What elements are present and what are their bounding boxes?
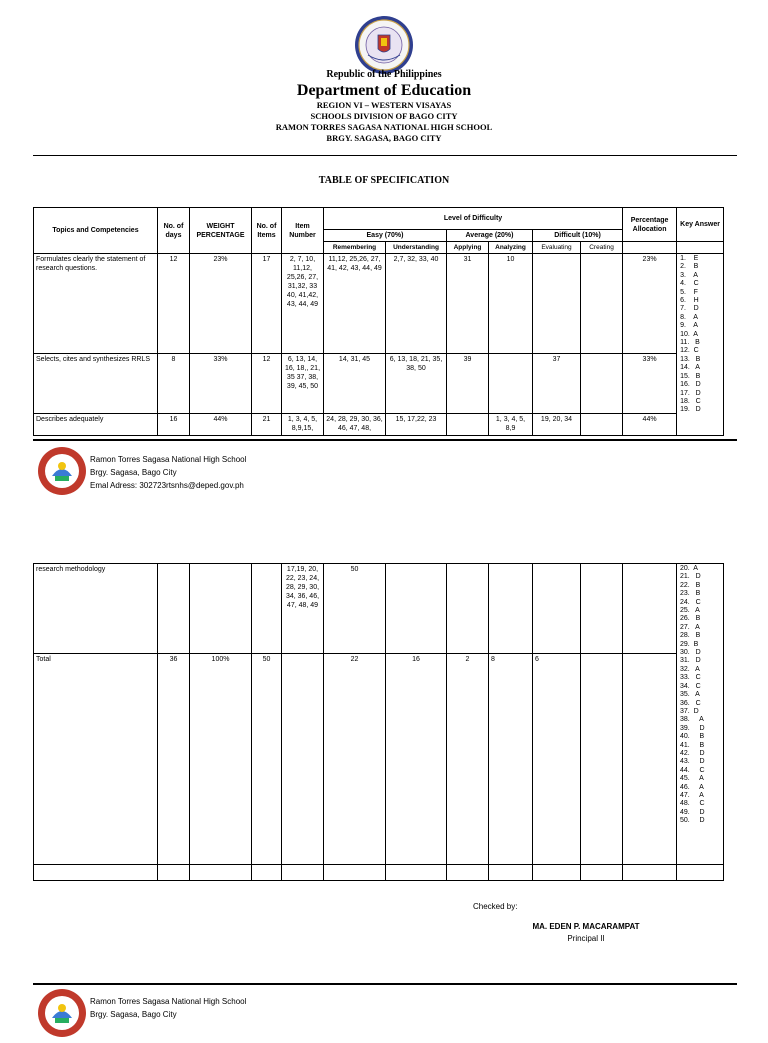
col-remembering: Remembering (324, 242, 386, 254)
col-item-number: Item Number (282, 208, 324, 254)
deped-seal (354, 15, 414, 75)
key-answers-page1: 1. E 2. B 3. A 4. C 5. F 6. H 7. D 8. A 9. A 10. A 11. B 12. C 13. B 14. A 15. B 16. D 17. D 18. C 19. D (677, 254, 724, 436)
col-average: Average (20%) (447, 230, 533, 242)
specification-table-page1 (33, 207, 724, 436)
col-difficult: Difficult (10%) (533, 230, 623, 242)
col-creating: Creating (581, 242, 623, 254)
footer-school-name: Ramon Torres Sagasa National High School (90, 455, 247, 464)
table-row: Describes adequately 16 44% 21 1, 3, 4, 5, 8,9,15, 24, 28, 29, 30, 36, 46, 47, 48, 15, 17,22, 23 1, 3, 4, 5, 8,9 19, 20, 34 44% (34, 414, 724, 436)
division-line: SCHOOLS DIVISION OF BAGO CITY (310, 111, 458, 121)
table-row (34, 865, 724, 881)
signatory-name: MA. EDEN P. MACARAMPAT (532, 922, 640, 931)
col-understanding: Understanding (386, 242, 447, 254)
region-line: REGION VI – WESTERN VISAYAS (316, 100, 452, 110)
col-easy: Easy (70%) (324, 230, 447, 242)
footer-address: Brgy. Sagasa, Bago City (90, 468, 177, 477)
col-applying: Applying (447, 242, 489, 254)
address-line: BRGY. SAGASA, BAGO CITY (326, 133, 442, 143)
footer-school-name: Ramon Torres Sagasa National High School (90, 997, 247, 1006)
republic-line: Republic of the Philippines (326, 69, 442, 80)
table-row: Total 36 100% 50 22 16 2 8 6 (34, 654, 724, 865)
page2-bottom-rule (33, 983, 737, 985)
footer-email: Emal Adress: 302723rtsnhs@deped.gov.ph (90, 481, 244, 490)
table-row: Formulates clearly the statement of research questions. 12 23% 17 2, 7, 10, 11,12, 25,26, 27, 31,32, 33 40, 41,42, 43, 44, 49 11,12, 25,26, 27, 41, 42, 43, 44, 49 2,7, 32, 33, 40 31 10 23% 1. E 2. B 3. A 4. C 5. F 6. H 7. D 8. A 9. A 10. A 11. B 12. C 13. B 14. A 15. B 16. D 17. D 18. C 19. D (34, 254, 724, 354)
key-answers-page2: 20. A 21. D 22. B 23. B 24. C 25. A 26. B 27. A 28. B 29. B 30. D 31. D 32. A 33. C 34. C 35. A 36. C 37. D 38. A 39. D 40. B 41. B 42. D 43. D 44. C 45. A 46. A 47. A 48. C 49. D 50. D (677, 564, 724, 865)
checked-by-label: Checked by: (473, 902, 518, 911)
col-analyzing: Analyzing (489, 242, 533, 254)
col-percentage: Percentage Allocation (623, 208, 677, 242)
col-key: Key Answer (677, 208, 724, 242)
table-row: Selects, cites and synthesizes RRLS 8 33% 12 6, 13, 14, 16, 18,, 21, 35 37, 38, 39, 45, 50 14, 31, 45 6, 13, 18, 21, 35, 38, 50 39 37 33% (34, 354, 724, 414)
signatory-position: Principal II (567, 934, 605, 943)
col-weight: WEIGHT PERCENTAGE (190, 208, 252, 254)
col-level: Level of Difficulty (324, 208, 623, 230)
page1-bottom-rule (33, 439, 737, 441)
col-days: No. of days (158, 208, 190, 254)
footer-address: Brgy. Sagasa, Bago City (90, 1010, 177, 1019)
department-title: Department of Education (296, 82, 472, 99)
specification-table-page2 (33, 563, 724, 881)
table-row: research methodology 17,19, 20, 22, 23, 24, 28, 29, 30, 34, 36, 46, 47, 48, 49 50 20. A 21. D 22. B 23. B 24. C 25. A 26. B 27. A 28. B 29. B 30. D 31. D 32. A 33. C 34. C 35. A 36. C 37. D 38. A 39. D 40. B 41. B 42. D 43. D 44. C 45. A 46. A 47. A 48. C 49. D 50. D (34, 564, 724, 654)
col-evaluating: Evaluating (533, 242, 581, 254)
col-topics: Topics and Competencies (34, 208, 158, 254)
school-logo (37, 446, 87, 496)
school-line: RAMON TORRES SAGASA NATIONAL HIGH SCHOOL (275, 122, 493, 132)
header-divider (33, 155, 737, 156)
school-logo (37, 988, 87, 1038)
col-items: No. of Items (252, 208, 282, 254)
doc-title: TABLE OF SPECIFICATION (318, 175, 450, 186)
